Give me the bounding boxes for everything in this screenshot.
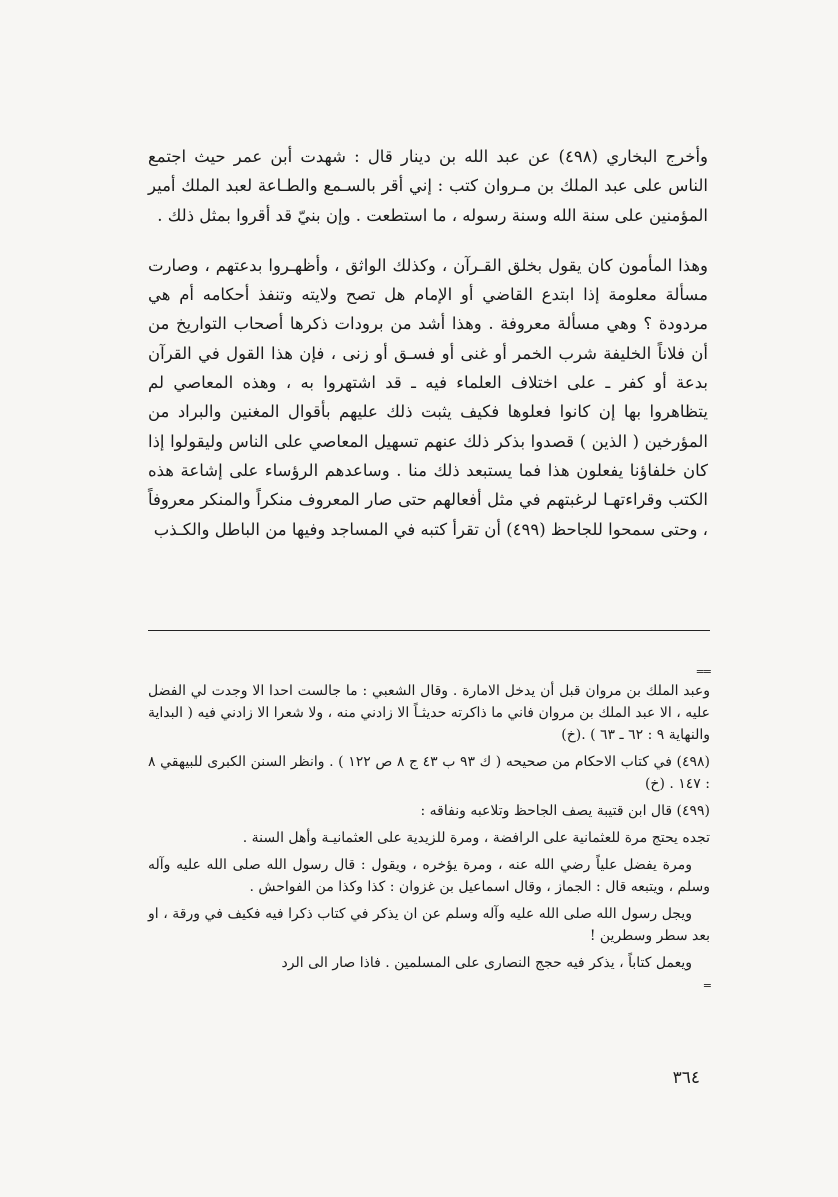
footnote-continuation-mark: == bbox=[695, 665, 710, 678]
footnote-498: (٤٩٨) في كتاب الاحكام من صحيحه ( ك ٩٣ ب ٤٣ ج ٨ ص ١٢٢ ) . وانظر السنن الكبرى للبيهقي ٨ : ١٤٧ . (خ) bbox=[148, 754, 710, 792]
footnote-499-para-1: تجده يحتج مرة للعثمانية على الرافضة ، ومرة للزيدية على العثمانيـة وأهل السنة . bbox=[242, 830, 710, 846]
footnote-divider bbox=[148, 630, 710, 631]
footnote-end-mark: = bbox=[702, 979, 710, 992]
footnote-499-para-4: ويعمل كتاباً ، يذكر فيه حجج النصارى على المسلمين . فاذا صار الى الرد bbox=[281, 955, 692, 971]
main-paragraph-2: وهذا المأمون كان يقول بخلق القـرآن ، وكذلك الواثق ، وأظهـروا بدعتهم ، وصارت مسألة معلومة إذا ابتدع القاضي أو الإمام هل تصح ولايته وتنفذ أحكامه أم هي مردودة ؟ وهي مسألة معروفة . وهذا أشد من برودات ذكرها أصحاب التواريخ من أن فلاناً الخليفة شرب الخمر أو غنى أو فسـق أو زنى ، فإن هذا القول في القرآن بدعة أو كفر ـ على اختلاف العلماء فيه ـ قد اشتهروا به ، وهذه المعاصي لم يتظاهروا بها إن كانوا فعلوها فكيف يثبت ذلك عليهم بأقوال المغنين والبراد من المؤرخين ( الذين ) قصدوا بذكر ذلك عنهم تسهيل المعاصي على الناس وليقولوا إذا كان خلفاؤنا يفعلون هذا فما يستبعد ذلك منا . وساعدهم الرؤساء على إشاعة هذه الكتب وقراءتهـا لرغبتهم في مثل أفعالهم حتى صار المعروف منكراً والمنكر معروفاً ، وحتى سمحوا للجاحظ (٤٩٩) أن تقرأ كتبه في المساجد وفيها من الباطل والكـذب bbox=[148, 255, 708, 539]
page-number: ٣٦٤ bbox=[672, 1068, 700, 1088]
footnote-499-para-2: ومرة يفضل علياً رضي الله عنه ، ومرة يؤخره ، ويقول : قال رسول الله صلى الله عليه وآله وسلم ، ويتبعه قال : الجماز ، وقال اسماعيل بن غزوان : كذا وكذا من الفواحش . bbox=[148, 857, 710, 895]
footnote-continuation: وعبد الملك بن مروان قبل أن يدخل الامارة . وقال الشعبي : ما جالست احدا الا وجدت لي الفضل عليه ، الا عبد الملك بن مروان فاني ما ذاكرته حديثـاً الا زادني منه ، ولا شعرا الا زادني فيه ( البداية والنهاية ٩ : ٦٢ ـ ٦٣ ) .(خ) bbox=[148, 683, 710, 743]
footnote-499-para-3: ويجل رسول الله صلى الله عليه وآله وسلم عن ان يذكر في كتاب ذكرا فيه فكيف في ورقة ، او بعد سطر وسطرين ! bbox=[148, 906, 710, 944]
main-text bbox=[148, 142, 708, 565]
main-paragraph-1: وأخرج البخاري (٤٩٨) عن عبد الله بن دينار قال : شهدت أبن عمر حيث اجتمع الناس على عبد الملك بن مـروان كتب : إني أقر بالسـمع والطـاعة لعبد الملك أمير المؤمنين على سنة الله وسنة رسوله ، ما استطعت . وإن بنيّ قد أقروا بمثل ذلك . bbox=[148, 147, 709, 225]
footnote-499: (٤٩٩) قال ابن قتيبة يصف الجاحظ وتلاعبه ونفاقه : bbox=[420, 803, 710, 819]
footnotes bbox=[148, 666, 710, 992]
